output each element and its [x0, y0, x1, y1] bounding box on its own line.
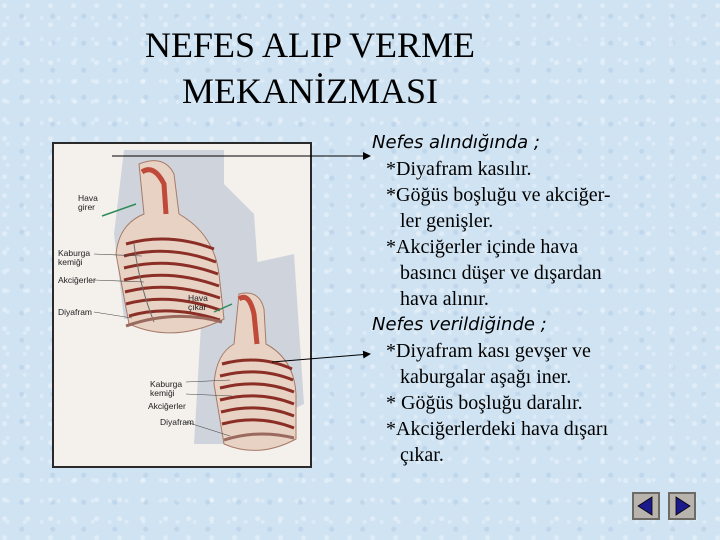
- inhale-item-3: *Akciğerler içinde hava: [386, 236, 579, 258]
- label-hava-cikar: Hava çıkar: [188, 293, 208, 312]
- exhale-item-3-cont: çıkar.: [400, 444, 444, 466]
- exhale-item-1: *Diyafram kası gevşer ve: [386, 340, 591, 362]
- label-diyafram-top: Diyafram: [58, 307, 93, 317]
- inhale-item-3-cont-2: hava alınır.: [400, 288, 489, 310]
- prev-slide-button[interactable]: [632, 492, 660, 520]
- label-kaburga-kemigi-top: Kaburga kemiği: [58, 248, 91, 267]
- triangle-right-icon: [672, 496, 692, 516]
- inhale-heading: Nefes alındığında ;: [372, 132, 540, 153]
- inhale-list: [372, 156, 692, 312]
- inhale-item-2-cont: ler genişler.: [400, 210, 494, 232]
- slide-title: [100, 22, 520, 114]
- title-line-2: MEKANİZMASI: [182, 71, 438, 111]
- label-kaburga-kemigi-bottom: Kaburga kemiği: [150, 379, 183, 398]
- exhale-list: [372, 338, 692, 468]
- exhale-item-1-cont: kaburgalar aşağı iner.: [400, 366, 572, 388]
- exhale-item-2: * Göğüs boşluğu daralır.: [386, 392, 583, 414]
- inhale-item-2: *Göğüs boşluğu ve akciğer-: [386, 184, 611, 206]
- breathing-illustration: [52, 142, 312, 468]
- exhale-heading: Nefes verildiğinde ;: [372, 314, 547, 335]
- exhale-item-3: *Akciğerlerdeki hava dışarı: [386, 418, 609, 440]
- inhale-item-3-cont: basıncı düşer ve dışardan: [400, 262, 602, 284]
- label-diyafram-bottom: Diyafram: [160, 417, 195, 427]
- label-hava-girer: Hava girer: [78, 193, 98, 212]
- label-akcigerler-top: Akciğerler: [58, 275, 96, 285]
- explanation-text: [372, 130, 692, 468]
- triangle-left-icon: [636, 496, 656, 516]
- label-akcigerler-bottom: Akciğerler: [148, 401, 186, 411]
- inhale-item-1: *Diyafram kasılır.: [386, 158, 532, 180]
- next-slide-button[interactable]: [668, 492, 696, 520]
- title-line-1: NEFES ALIP VERME: [144, 25, 476, 65]
